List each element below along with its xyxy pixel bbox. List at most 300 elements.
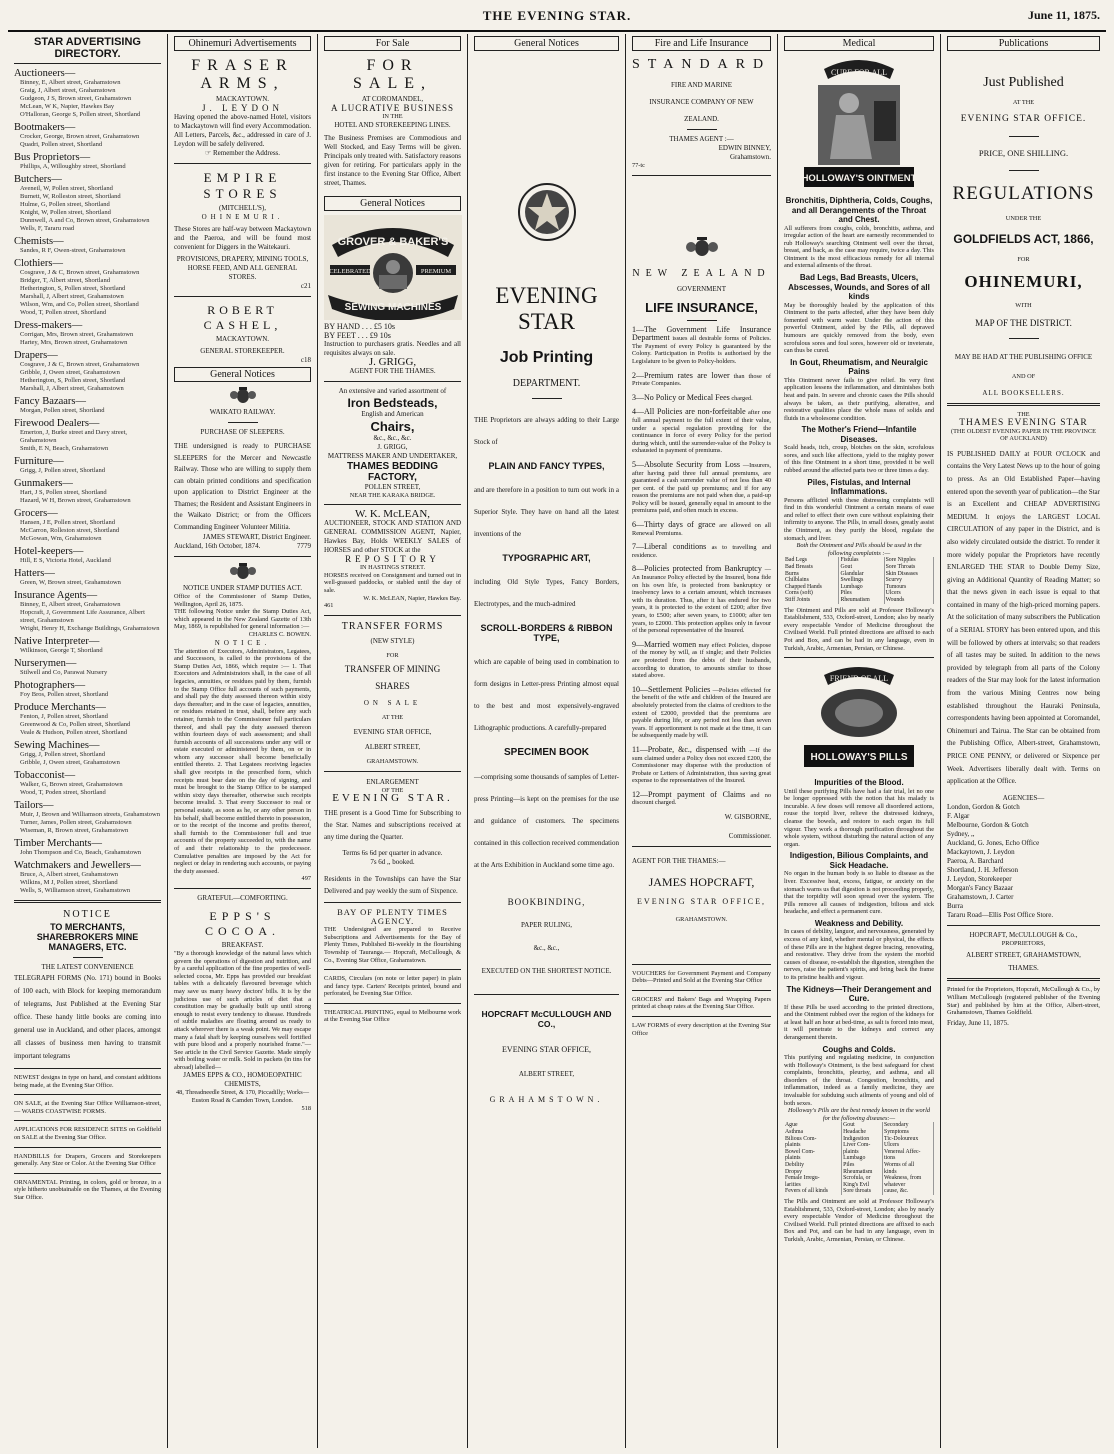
table-cell: tions: [883, 1155, 934, 1162]
table-row: [784, 1129, 934, 1136]
cards-notice: CARDS, Circulars (on note or letter paper) in plain and fancy type. Carters' Receipts printed, bound and perforated, be Evening Star Office.: [324, 975, 461, 998]
directory-line: Gribble, J, Owen street, Grahamstown: [20, 759, 120, 766]
directory-category: Hatters—: [14, 568, 55, 579]
enlargement-paper: EVENING STAR.: [332, 792, 453, 805]
agency-line: London, Gordon & Gotch: [947, 802, 1020, 811]
medical-section-heading: Piles, Fistulas, and Internal Inflammations.: [807, 477, 911, 497]
empire-goods: PROVISIONS, DRAPERY, MINING TOOLS, HORSE FEED, AND ALL GENERAL STORES.: [176, 255, 309, 281]
with: WITH: [1015, 301, 1032, 309]
table-row: [784, 1149, 934, 1156]
directory-line: Wilkins, M J, Pollen street, Shortland: [20, 879, 118, 886]
directory-line: Cosgrave, J & C, Brown street, Grahamstown: [20, 361, 140, 368]
directory-entry: [14, 68, 161, 119]
directory-line: Hopcraft, J, Government Life Assurance, Albert street, Grahamstown: [20, 609, 145, 624]
sale-body: The Business Premises are Commodious and Well Stocked, and Easy Terms will be given. Principals only treated with. Satisfactory reasons given for retiring. For particulars apply in the first instance to the Evening Star Office, Albert street, Thames.: [324, 133, 461, 187]
railway-title: WAIKATO RAILWAY.: [209, 408, 276, 416]
mclean-body-2: HORSES received on Consignment and turned out in well-grassed paddocks, or stabled until the day of sale.: [324, 571, 461, 594]
thames: THAMES.: [1008, 964, 1039, 973]
holloway-pills-emblem: [794, 663, 924, 775]
column-medical: [778, 34, 941, 1448]
table-cell: plaints: [784, 1155, 842, 1162]
grigg-name: J. GRIGG,: [368, 355, 417, 368]
agency-line: Tararu Road—Ellis Post Office Store.: [947, 910, 1054, 919]
residents: Residents in the Townships can have the Star Delivered and pay weekly the sum of Sixpence.: [324, 875, 461, 896]
table-row: [784, 557, 934, 564]
agency-line: F. Algar: [947, 811, 970, 820]
insurance-point-body: than those of Private Companies.: [632, 372, 771, 388]
grigg-2: J. GRIGG,: [377, 442, 408, 451]
table-cell: Sore throats: [842, 1188, 883, 1195]
sale-type: HOTEL AND STOREKEEPING LINES.: [334, 120, 451, 129]
pills-line: Holloway's Pills are the best remedy known in the world for the following diseases:—: [787, 1107, 931, 1122]
directory-line: Phillips, A, Willoughby street, Shortland: [20, 163, 126, 170]
sale-title: FOR SALE,: [353, 57, 432, 92]
notice-body: TELEGRAPH FORMS (No. 171) bound in Books of 100 each, with Block for keeping memorandum of telegrams, Just Published at the Evening Star office. These handy little books are coming into general use in Auckland, and other places, amongst all classes of business men having to transmit important telegrams: [14, 974, 161, 1060]
directory-line: Binney, E, Albert street, Grahamstown: [20, 601, 121, 608]
medical-section-body: This purifying and regulating medicine, in conjunction with Holloway's Ointment, is the best safeguard for chest complaints, bronchitis, pleurisy, and asthma, and all disorders of the throat. Congestion, bronchitis, and inflammation, indeed as a family medicine, they are invaluable for subduing such ailments of young and old of both sexes.: [784, 1054, 934, 1107]
table-cell: Chilblains: [784, 577, 839, 584]
grahamstown: GRAHAMSTOWN.: [366, 757, 419, 765]
stamp-office: Office of the Commissioner of Stamp Duties, Wellington, April 26, 1875.: [174, 593, 311, 608]
insurance-point: [632, 372, 771, 388]
empire-stores-title: EMPIRE STORES: [203, 170, 282, 201]
table-cell: Bowel Com-: [784, 1149, 842, 1156]
directory-category: Auctioneers—: [14, 68, 76, 79]
insurance-point: [632, 326, 771, 366]
stamp-title: NOTICE UNDER STAMP DUTIES ACT.: [182, 584, 303, 592]
etc: &c., &c., &c.: [373, 433, 412, 442]
notice-text: The attention of Executors, Administrators, Legatees, and Successors, is called to the provisions of the Stamp Duties Act, 1866, which require :— 1. That Executors and Administrators shall, in the case of all legacies, annuities, or residues paid by them, furnish to the Stamp Office full accounts of such payments, and shall pay the duty assessed thereon within sixty days thereafter; and in the case of legacies, annuities, or residues retained in trust, shall, before any such retainer, furnish to the Commissioner full particulars thereof, and shall pay the duty assessed thereon within fourteen days of such assessment; and shall furnish accounts of all successions under any will or estate executed or administered by them, on or in whom any successor shall become beneficially entitled thereto. 2. That Legatees receiving legacies shall give receipts in the prescribed form, which receipts must bear date on the day of signing, and must be brought to the Stamp Office to be stamped within sixty days thereafter, otherwise such receipts become invalid. 3. That every Successor to real or personal estate, as soon as he, or any other person in his behalf, shall become entitled thereto in possession, or to the receipt of the income and profits thereof, shall furnish to the Commissioner full and true accounts of the property succeeded to, with the name of and their relationship to the predecessor. Cumulative penalties are imposed by the Act for neglect or delay in rendering such accounts, or paying the duty assessed.: [174, 647, 311, 875]
agent-place: Grahamstown.: [729, 153, 771, 161]
medical-section-body: Scald heads, itch, croup, blotches on the skin, scrofulous sores, and such like affections, yield to the mighty power of this fine Ointment in a short time, provided it be well rubbed around the affected parts two or three times a day.: [784, 444, 934, 475]
insurance-point: [632, 641, 771, 680]
table-cell: Scrofula, or: [842, 1175, 883, 1182]
oldest-paper: (THE OLDEST EVENING PAPER IN THE PROVINCE OF AUCKLAND): [950, 427, 1097, 443]
directory-category: Sewing Machines—: [14, 740, 100, 751]
agent-thames: AGENT FOR THE THAMES:—: [632, 857, 726, 866]
enlargement-title: ENLARGEMENT: [366, 777, 419, 786]
shares: SHARES: [375, 681, 410, 692]
at-the: AT THE: [1012, 99, 1035, 106]
hand-price: BY HAND . . . £5 10s: [324, 321, 396, 331]
applications-notice: APPLICATIONS FOR RESIDENCE SITES on Goldfield on SALE at the Evening Star Office.: [14, 1126, 161, 1141]
notice-subtitle: TO MERCHANTS, SHAREBROKERS MINE MANAGERS, ETC.: [36, 922, 139, 952]
intro-3: including Old Style Types, Fancy Borders, Electrotypes, and the much-admired: [474, 578, 619, 608]
transfer-for: FOR: [386, 651, 399, 659]
agency-line: Grahamstown, J. Carter: [947, 892, 1014, 901]
life-insurance: LIFE INSURANCE,: [645, 299, 758, 315]
directory-entry: [14, 568, 161, 587]
agent-name: EDWIN BINNEY,: [718, 144, 771, 152]
directory-line: Stilwell and Co, Parawai Nursery: [20, 669, 108, 676]
pills-plaque: HOLLOWAY'S PILLS: [810, 752, 908, 764]
general-notices-heading: General Notices: [174, 367, 311, 382]
directory-line: Emerton, J, Burke street and Davy street, Grahamstown: [20, 429, 128, 444]
insurance-point: [632, 394, 771, 403]
table-cell: Wounds: [884, 597, 933, 604]
sale-in: IN THE: [382, 113, 403, 120]
insurance-point: [632, 686, 771, 740]
medical-section-heading: The Mother's Friend—Infantile Diseases.: [801, 425, 917, 444]
insurance-point-heading: 7—Liberal conditions: [632, 542, 707, 552]
grigg-agent: AGENT FOR THE THAMES.: [349, 366, 436, 375]
directory-category: Chemists—: [14, 236, 64, 247]
at-the: AT THE: [381, 714, 404, 722]
complaints-table: [784, 557, 934, 603]
sewing-banner: GROVER & BAKER'S: [337, 235, 449, 248]
table-cell: Lumbago: [839, 584, 884, 591]
directory-line: McLean, W K, Napier, Hawkes Bay: [20, 103, 115, 110]
directory-category: Bootmakers—: [14, 122, 76, 133]
table-row: [784, 1155, 934, 1162]
sewing-line: PREMIUM: [420, 267, 452, 275]
directory-line: Fenton, J, Pollen street, Shortland: [20, 713, 108, 720]
directory-entry: [14, 456, 161, 475]
directory-category: Tobacconist—: [14, 770, 76, 781]
agency-line: Auckland, G. Jones, Echo Office: [947, 838, 1040, 847]
table-cell: Fistulas: [839, 557, 884, 564]
epps-lead: GRATEFUL—COMFORTING.: [197, 893, 288, 902]
both-line: Both the Ointment and Pills should be used in the following complaints :—: [796, 542, 922, 557]
insurance-points: [632, 326, 771, 807]
royal-arms-icon: [228, 562, 258, 580]
firm-address: ALBERT STREET, GRAHAMSTOWN,: [966, 951, 1081, 960]
new-zealand-2: NEW ZEALAND: [632, 267, 771, 279]
insurance-point-heading: 8—Policies protected from Bankruptcy: [632, 564, 762, 574]
table-row: [784, 590, 934, 597]
medical-section-heading: Bad Legs, Bad Breasts, Ulcers, Abscesses, Wounds, and Sores of all kinds: [788, 273, 930, 302]
table-cell: Rheumatism: [839, 597, 884, 604]
agency-line: Melbourne, Gordon & Gotch: [947, 820, 1029, 829]
directory-entry: [14, 122, 161, 149]
fraser-body: Having opened the above-named Hotel, visitors to Mackaytown will find every Accommodation. All Letters, Parcels, &c., addressed in care of J. Leydon will be safely delivered.: [174, 113, 311, 148]
table-row: [784, 1175, 934, 1182]
insurance-point-body: after one full annual payment to the full extent of their value, under a special regulation providing for the continuance in force of every Policy for the period during which, until the surrender-value of the Policy is exhausted in payment of premiums.: [632, 409, 771, 455]
transfer-sub: (NEW STYLE): [370, 636, 415, 645]
star-emblem: [512, 181, 582, 243]
thames-evening-star: THAMES EVENING STAR: [959, 417, 1088, 428]
directory-entry: [14, 770, 161, 797]
directory-line: McCarron, Rolleston street, Shortland: [20, 527, 120, 534]
pills-sections: [784, 778, 934, 1107]
directory-entry: [14, 418, 161, 453]
insurance-point-body: are allowed on all Renewal Premiums.: [632, 522, 771, 537]
chairs: Chairs,: [370, 418, 415, 434]
directory-line: Turner, James, Pollen street, Grahamstown: [20, 819, 132, 826]
table-cell: Weakness, from: [883, 1175, 934, 1182]
column-directory: [8, 34, 168, 1448]
medical-section-body: This Ointment never fails to give relief. Its very first application lessens the inflammation, and diminishes both heat and pain. In severe and chronic cases the Pills should always be taken, as their purifying, alterative, and restorative qualities place the whole mass of solids and fluids in a wholesome condition.: [784, 376, 934, 422]
vouchers-notice: VOUCHERS for Government Payment and Company Debts—Printed and Sold at the Evening Star Office: [632, 969, 771, 985]
directory-line: Grigg, J, Pollen street, Shortland: [20, 751, 106, 758]
table-row: [784, 1162, 934, 1169]
cashel-place: MACKAYTOWN.: [215, 335, 270, 343]
medical-section-heading: In Gout, Rheumatism, and Neuralgic Pains: [790, 357, 928, 377]
directory-category: Clothiers—: [14, 258, 63, 269]
etc: &c., &c.,: [533, 944, 560, 952]
grigg-body: Instruction to purchasers gratis. Needles and all requisites always on sale.: [324, 339, 461, 357]
medical-section-body: If these Pills be used according to the printed directions, and the Ointment rubbed over the region of the kidneys for at least half an hour at bed-time, as salt is forced into meat, it will penetrate to the kidneys and correct any derangement therein.: [784, 1003, 934, 1041]
directory-category: Watchmakers and Jewellers—: [14, 860, 141, 871]
ointment-address: The Ointment and Pills are sold at Professor Holloway's Establishment, 533, Oxford-street, London; also by nearly every respectable Vendor of Medicine throughout the Civilised World. Full printed directions are affixed to each Pot and Box, and can be had in any language, even in Turkish, Arabic, Armenian, Persian, or Chinese.: [784, 606, 934, 652]
columns: [8, 34, 1106, 1448]
ohinemuri: OHINEMURI,: [964, 271, 1083, 291]
table-cell: Tumours: [884, 584, 933, 591]
cashel-title: ROBERT CASHEL,: [203, 303, 282, 332]
fraser-arms-title: FRASER ARMS,: [191, 57, 294, 92]
directory-line: Muir, J, Brown and Williamson streets, Grahamstown: [20, 811, 160, 818]
directory-line: Wood, T, Pollen street, Shortland: [20, 309, 107, 316]
directory-category: Grocers—: [14, 508, 58, 519]
directory-entry: [14, 396, 161, 415]
directory-category: Furniture—: [14, 456, 64, 467]
masthead: [8, 0, 1106, 32]
column-heading: Medical: [784, 36, 934, 51]
directory-line: O'Halloran, George S, Pollen street, Shortland: [20, 111, 141, 118]
table-cell: Liver Com-: [842, 1142, 883, 1149]
directory-line: Bruce, A, Albert street, Grahamstown: [20, 871, 119, 878]
directory-line: Gudgeon, J S, Brown street, Grahamstown: [20, 95, 132, 102]
railway-sign: JAMES STEWART, District Engineer.: [202, 533, 311, 541]
epps-footer: JAMES EPPS & CO., HOMOEOPATHIC CHEMISTS,: [183, 1071, 302, 1089]
railway-body: THE undersigned is ready to PURCHASE SLEEPERS for the Mercer and Newcastle Railway. Those who are willing to supply them can obtain printed conditions and specification upon application to District Engineer at the Thames; the Resident and Assistant Engineers in the Waikato District; or from the Officers Commanding Engineer Volunteer Militia.: [174, 442, 311, 531]
table-cell: Ulcers: [884, 590, 933, 597]
insurance-point-heading: 11—Probate, &c., dispensed with: [632, 744, 746, 754]
executed: EXECUTED ON THE SHORTEST NOTICE.: [481, 967, 612, 975]
directory-line: Wells, F, Tararu road: [20, 225, 75, 232]
fire-marine: FIRE AND MARINE: [670, 81, 733, 89]
royal-arms-icon: [684, 236, 720, 258]
directory-line: Graig, J, Albert street, Grahamstown: [20, 87, 116, 94]
empire-code: c21: [300, 282, 311, 290]
table-row: [784, 1136, 934, 1143]
table-row: [784, 564, 934, 571]
fraser-owner: J. LEYDON: [202, 103, 283, 113]
table-cell: Debility: [784, 1162, 842, 1169]
intro-5: —comprising some thousands of samples of Letter-press Printing—is kept on the premises for the use and guidance of customers. The specimens contained in this collection received commendation at the Arts Exhibition in Auckland some time ago.: [474, 773, 619, 869]
insurance-point: [632, 746, 771, 785]
insurance-point-body: may effect Policies, dispose of the money by will, as if single; and their Policies are protected from the debts of their husbands, according to duration, to amounts similar to those stated above.: [632, 641, 771, 680]
directory-line: Corrigan, Mrs, Brown street, Grahamstown: [20, 331, 134, 338]
mclean-name: W. K. McLEAN,: [354, 508, 431, 521]
table-row: [784, 571, 934, 578]
law-forms-notice: LAW FORMS of every description at the Evening Star Office: [632, 1022, 771, 1037]
notice-title: NOTICE: [63, 909, 112, 920]
directory-category: Gunmakers—: [14, 478, 73, 489]
general-notices-heading: General Notices: [324, 196, 461, 211]
medical-section-heading: Coughs and Colds.: [822, 1044, 896, 1054]
directory-line: Veale & Hudson, Pollen street, Shortland: [20, 729, 128, 736]
agency-line: J. Leydon, Storekeeper: [947, 874, 1012, 883]
directory-entry: [14, 800, 161, 835]
directory-heading: STAR ADVERTISING DIRECTORY.: [14, 34, 161, 64]
firm-name: HOPCRAFT McCULLOUGH AND CO.,: [481, 1009, 612, 1029]
star-body: IS PUBLISHED DAILY at FOUR O'CLOCK and contains the Very Latest News up to the hour of going to press. As an Old Established Paper—having entered upon the seventh year of publication—the Star is an Excellent and CHEAP ADVERTISING MEDIUM. It enjoys the LARGEST LOCAL CIRCULATION of any paper in the District, and is also widely circulated outside the district. To render it more widely popular the Proprietors have recently ENLARGED THE STAR to Double Demy Size, giving an Additional Quantity of Reading Matter; so that the news given in each issue is equal to that contained in many of the high-priced morning papers. At the solicitation of many subscribers the Publication of a SERIAL STORY has been entered upon, and this will be followed by others at intervals; so that readers of all tastes may be suited. In addition to the news provided by telegraph from all parts of the Colony readers of the Star may look for the latest information from the various Mining Centres now being established throughout the Hauraki Peninsula, correspondents having been appointed at Coromandel, Ohinemuri and Tairua. The Star can be obtained from the Publishing Office, Albert-street, Grahamstown, PRICE ONE PENNY, or delivered or Sixpence per Week. Advertisers liberally dealt with. Terms on application at the Office.: [947, 449, 1100, 786]
table-cell: Worms of all: [883, 1162, 934, 1169]
column-heading: Ohinemuri Advertisements: [174, 36, 311, 51]
insurance-company: INSURANCE COMPANY OF NEW: [649, 98, 754, 106]
directory-entry: [14, 838, 161, 857]
table-cell: Headache: [842, 1129, 883, 1136]
mattress: MATTRESS MAKER AND UNDERTAKER,: [327, 451, 458, 460]
table-cell: Gout: [839, 564, 884, 571]
column-publications: [941, 34, 1106, 1448]
directory-line: Wilkinson, George T, Shortland: [20, 647, 103, 654]
directory-entry: [14, 546, 161, 565]
insurance-point-heading: 2—Premium rates are lower: [632, 370, 730, 380]
fraser-place: MACKAYTOWN.: [215, 95, 270, 103]
grover-baker-emblem: [324, 215, 462, 320]
directory-line: Marshall, J, Albert street, Grahamstown: [20, 293, 124, 300]
directory-line: Smith, E N, Beach, Grahamstown: [20, 445, 109, 452]
medical-section-heading: Weakness and Debility.: [814, 918, 904, 928]
table-cell: Bad Breasts: [784, 564, 839, 571]
directory-category: Photographers—: [14, 680, 86, 691]
table-cell: Gout: [842, 1122, 883, 1129]
issue-date: June 11, 1875.: [1027, 8, 1100, 22]
intro-2: and are therefore in a position to turn out work in a Superior Style. They have on hand all the latest inventions of the: [474, 486, 619, 538]
directory-line: John Thompson and Co, Beach, Grahamstown: [20, 849, 142, 856]
cashel-trade: GENERAL STOREKEEPER.: [200, 347, 285, 355]
ornamental-notice: ORNAMENTAL Printing, in colors, gold or bronze, in a style hitherto unobtainable on the Thames, at the Evening Star Office.: [14, 1178, 161, 1201]
directory-entry: [14, 320, 161, 347]
grocers-notice: GROCERS' and Bakers' Bags and Wrapping Papers printed at cheap rates at the Evening Star Office.: [632, 995, 771, 1011]
bed-intro: An extensive and varied assortment of: [338, 386, 447, 395]
directory-entry: [14, 658, 161, 677]
medical-section-body: May be thoroughly healed by the application of this Ointment to the parts affected, after they have been duly fomented with warm water. Under the action of this powerful Ointment, aided by the Pills, all depraved humours are quickly removed from the body, even scrofulous sores and foul sores, however old or inveterate, can thus be cured.: [784, 301, 934, 355]
railway-date: Auckland, 16th October, 1874. 7779: [174, 542, 311, 550]
directory-list: [14, 68, 161, 895]
evening-star-office: EVENING STAR OFFICE,: [353, 727, 432, 736]
directory-line: Greenwood & Co, Pollen street, Shortland: [20, 721, 131, 728]
newspaper-title: THE EVENING STAR.: [482, 8, 632, 23]
table-cell: Tic-Doloureux: [883, 1136, 934, 1143]
and-of: AND OF: [1011, 373, 1036, 381]
directory-entry: [14, 740, 161, 767]
directory-category: Tailors—: [14, 800, 54, 811]
directory-line: Wilson, Wm, and Co, Pollen street, Shortland: [20, 301, 139, 308]
job-printing-sub: Job Printing: [499, 349, 594, 366]
insurance-point: [632, 521, 771, 537]
directory-line: Hulme, G, Pollen street, Shortland: [20, 201, 110, 208]
table-cell: Ague: [784, 1122, 842, 1129]
table-cell: Fevers of all kinds: [784, 1188, 842, 1195]
the: THE: [1017, 410, 1030, 418]
factory-near: NEAR THE KARAKA BRIDGE.: [349, 491, 436, 499]
specimen-book: SPECIMEN BOOK: [503, 747, 589, 758]
for: FOR: [1017, 256, 1030, 264]
town: GRAHAMSTOWN.: [489, 1095, 604, 1104]
insurance-point-body: and no discount charged.: [632, 791, 771, 807]
intro-4: which are capable of being used in combination to form designs in Letter-press Printing almost equal to the best and most expensively-engraved Lithographic productions. A carefully-prepared: [474, 658, 619, 732]
factory-title: THAMES BEDDING FACTORY,: [346, 460, 439, 483]
directory-category: Hotel-keepers—: [14, 546, 84, 557]
transfer-mining: TRANSFER OF MINING: [344, 664, 441, 675]
directory-line: Hill, E S, Victoria Hotel, Auckland: [20, 557, 111, 564]
table-cell: cause, &c.: [883, 1188, 934, 1195]
column-for-sale: [318, 34, 468, 1448]
ointment-ribbon: CURE FOR ALL: [830, 68, 888, 77]
table-cell: Piles: [839, 590, 884, 597]
thames-agent: THAMES AGENT :—: [669, 135, 734, 143]
insurance-point-body: —An Insurance Policy effected by the Insured, bona fide on his own life, is protected from bankruptcy or insolvency laws to a certain amount, which increases with its duration. Thus, after it has endured for two years, it is protected to the extent of £200; after five years, to £500; after seven years, to £1000; after ten years, to £2000. This protection applies only in favour of the personal representative of the Insured.: [632, 566, 772, 635]
directory-category: Insurance Agents—: [14, 590, 98, 601]
table-cell: Chapped Hands: [784, 584, 839, 591]
table-cell: Symptoms: [883, 1129, 934, 1136]
directory-line: Knight, W, Pollen street, Shortland: [20, 209, 111, 216]
directory-entry: [14, 478, 161, 505]
epps-address: 48, Threadneedle Street, & 170, Piccadilly; Works—Euston Road & Camden Town, London.: [175, 1089, 310, 1105]
empire-sub: (MITCHELL'S),: [219, 204, 266, 212]
insurance-point-heading: 12—Prompt payment of Claims: [632, 789, 746, 799]
directory-line: Cosgrave, J & C, Brown street, Grahamstown: [20, 269, 140, 276]
mclean-repository: REPOSITORY: [345, 554, 440, 565]
agent-code: 77-tc: [632, 162, 645, 169]
directory-entry: [14, 508, 161, 543]
directory-category: Produce Merchants—: [14, 702, 106, 713]
insurance-point-body: —If the sum claimed under a Policy does not exceed £200, the Commissioner may dispense with the production of Probate or Letters of Administration, thus saving great expense to the representatives of the Insured.: [632, 746, 771, 785]
goldfields-act: GOLDFIELDS ACT, 1866,: [953, 232, 1094, 247]
stamp-sign: CHARLES C. BOWEN.: [248, 630, 311, 638]
column-heading: Fire and Life Insurance: [632, 36, 771, 51]
table-cell: Bilious Com-: [784, 1136, 842, 1143]
government: GOVERNMENT: [677, 284, 726, 293]
medical-section-heading: The Kidneys—Their Derangement and Cure.: [786, 984, 932, 1004]
bed-sub: English and American: [361, 409, 424, 418]
column-job-printing: [468, 34, 626, 1448]
table-cell: Burns: [784, 571, 839, 578]
job-printing-title: EVENING STAR: [495, 283, 598, 334]
column-ohinemuri: [168, 34, 318, 1448]
table-row: [784, 1188, 934, 1195]
insurance-point-body: as to travelling and residence.: [632, 544, 771, 559]
table-cell: Swellings: [839, 577, 884, 584]
directory-line: Wells, S, Williamson street, Grahamstown: [20, 887, 131, 894]
empire-place: OHINEMURI.: [201, 213, 284, 221]
standard-title: STANDARD: [632, 57, 772, 72]
insurance-point-heading: 10—Settlement Policies: [632, 684, 711, 694]
directory-category: Nurserymen—: [14, 658, 77, 669]
mclean-body: AUCTIONEER, STOCK AND STATION AND GENERAL COMMISSION AGENT, Napier, Hawkes Bay, Holds WEEKLY SALES of HORSES and other STOCK at the: [324, 519, 461, 555]
insurance-point: [632, 791, 771, 807]
diseases-table: [784, 1122, 934, 1195]
plain-fancy-types: PLAIN AND FANCY TYPES,: [488, 461, 605, 471]
epps-body: "By a thorough knowledge of the natural laws which govern the operations of digestion and nutrition, and by a careful application of the fine properties of well-selected cocoa, Mr. Epps has provided our breakfast tables with a delicately flavoured beverage which may save us many heavy doctors' bills. It is by the judicious use of such articles of diet that a constitution may be gradually built up until strong enough to resist every tendency to disease. Hundreds of subtle maladies are floating around us ready to attack wherever there is a weak point. We may escape many a fatal shaft by keeping ourselves well fortified with pure blood and a properly nourished frame."—See article in the Civil Service Gazette. Made simply with boiling water or milk. Sold in packets (in tins for abroad) labelled—: [174, 949, 311, 1071]
insurance-point-heading: 4—All Policies are non-forfeitable: [632, 407, 746, 417]
map-of-district: MAP OF THE DISTRICT.: [975, 318, 1072, 329]
table-cell: Asthma: [784, 1129, 842, 1136]
directory-line: Morgan, Pollen street, Shortland: [20, 407, 105, 414]
directory-line: Binney, E, Albert street, Grahamstown: [20, 79, 121, 86]
table-row: [784, 597, 934, 604]
directory-line: Hazard, W H, Brown street, Grahamstown: [20, 497, 131, 504]
directory-line: Grigg, J, Pollen street, Shortland: [20, 467, 106, 474]
directory-line: Wright, Henry H, Exchange Buildings, Grahamstown: [20, 625, 160, 632]
table-cell: Venereal Affec-: [883, 1149, 934, 1156]
table-cell: kinds: [883, 1169, 934, 1176]
bay-body: THE Undersigned are prepared to Receive Subscriptions and Advertisements for the Bay of Plenty Times, Published Bi-weekly in the flourishing Township of Tauranga.— Hopcraft, McCullough, & Co., Evening Star Office, Grahamstown.: [324, 926, 461, 964]
albert-street: ALBERT STREET,: [364, 742, 421, 751]
directory-line: Marshall, J, Albert street, Grahamstown: [20, 385, 124, 392]
paper-ruling: PAPER RULING,: [520, 921, 573, 929]
table-cell: plaints: [784, 1142, 842, 1149]
bookbinding: BOOKBINDING,: [507, 897, 586, 907]
street: ALBERT STREET,: [518, 1070, 575, 1078]
table-cell: Secondary: [883, 1122, 934, 1129]
mclean-location: IN HASTINGS STREET.: [359, 564, 426, 572]
agency-line: Paeroa, A. Barchard: [947, 856, 1004, 865]
all-booksellers: ALL BOOKSELLERS.: [982, 388, 1065, 397]
